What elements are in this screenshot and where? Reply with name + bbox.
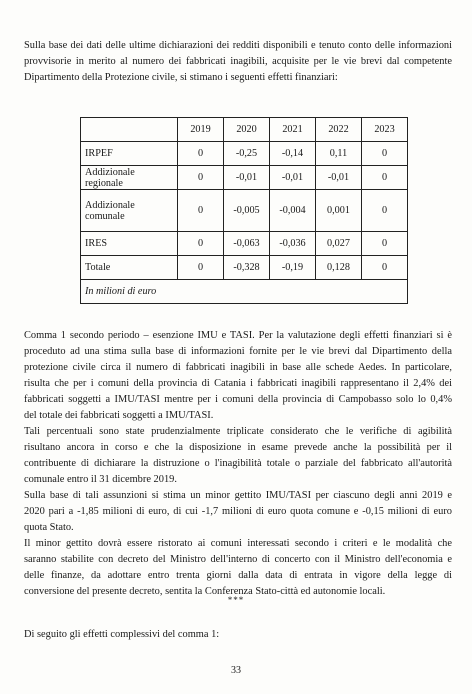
table-cell: 0,027 — [316, 232, 362, 256]
body-line: risultano ancora in corso e che la disposizione in esame prevede anche la possibilità per il — [24, 442, 452, 453]
table-cell: 0 — [362, 256, 408, 280]
table-cell: -0,14 — [270, 142, 316, 166]
body-line: del totale dei fabbricati soggetti a IMU/TASI. — [24, 410, 214, 421]
body-line: conversione del presente decreto, sentita la Conferenza Stato-città ed autonomie locali. — [24, 586, 386, 597]
body-line: Tali percentuali sono state prudenzialmente triplicate considerato che le verifiche di agibilità — [24, 426, 452, 437]
table-row — [81, 256, 408, 280]
table-cell: -0,036 — [270, 232, 316, 256]
body-line: delle finanze, da adottare entro trenta giorni dalla data di entrata in vigore della legge di — [24, 570, 452, 581]
table-cell: 0 — [178, 190, 224, 232]
outro-paragraph — [24, 627, 452, 643]
table-row — [81, 232, 408, 256]
intro-line: provvisorie in merito al numero dei fabbricati inagibili, acquisite per le vie brevi dal competente — [24, 56, 452, 67]
body-line: quota Stato. — [24, 522, 74, 533]
table-cell: 0 — [362, 142, 408, 166]
unit-note: In milioni di euro — [81, 280, 408, 304]
body-line: comunale entro il 31 dicembre 2019. — [24, 474, 177, 485]
table-row — [81, 142, 408, 166]
section-separator: *** — [227, 595, 245, 605]
table-cell: -0,01 — [270, 166, 316, 190]
body-line: saranno stabilite con decreto del Ministro dell'interno di concerto con il Ministro dell'economia e — [24, 554, 452, 565]
body-line: Sulla base di tali assunzioni si stima un minor gettito IMU/TASI per ciascuno degli anni 2019 e — [24, 490, 452, 501]
table-cell: 0 — [178, 256, 224, 280]
table-cell: 0 — [362, 166, 408, 190]
table-cell: 0 — [362, 190, 408, 232]
table-cell: 0,001 — [316, 190, 362, 232]
table-cell: -0,004 — [270, 190, 316, 232]
table-cell: 0 — [178, 232, 224, 256]
body-line: protezione civile circa il numero di fabbricati inagibili in base alle schede Aedes. In particolare, — [24, 362, 452, 373]
body-line: risulta che per i comuni della provincia di Catania i fabbricati inagibili rappresentano il 2,4% dei — [24, 378, 452, 389]
table-cell: 0,128 — [316, 256, 362, 280]
row-label: IRPEF — [81, 142, 178, 166]
outro-line: Di seguito gli effetti complessivi del comma 1: — [24, 629, 220, 640]
year-header: 2019 — [178, 118, 224, 142]
comma1-section — [24, 328, 452, 600]
row-label: Addizionale comunale — [81, 190, 178, 232]
body-line: Comma 1 secondo periodo – esenzione IMU e TASI. Per la valutazione degli effetti finanziari si è — [24, 330, 452, 341]
table-cell: 0 — [362, 232, 408, 256]
body-line: proceduto ad una stima sulla base di informazioni fornite per le vie brevi dal Dipartimento della — [24, 346, 452, 357]
table-cell: -0,063 — [224, 232, 270, 256]
table-cell: -0,25 — [224, 142, 270, 166]
table-cell: -0,19 — [270, 256, 316, 280]
row-label: Addizionale regionale — [81, 166, 178, 190]
intro-line: Dipartimento della Protezione civile, si stimano i seguenti effetti finanziari: — [24, 72, 338, 83]
body-line: contribuente di dichiarare la distruzione o l'inagibilità totale o parziale del fabbricato all'autorità — [24, 458, 452, 469]
body-line: fabbricati soggetti a IMU/TASI mentre per i comuni della provincia di Campobasso solo lo 0,4% — [24, 394, 452, 405]
table-header-row — [81, 118, 408, 142]
row-label: Totale — [81, 256, 178, 280]
table-row — [81, 190, 408, 232]
year-header: 2023 — [362, 118, 408, 142]
table-cell: -0,01 — [224, 166, 270, 190]
year-header: 2022 — [316, 118, 362, 142]
intro-line: Sulla base dei dati delle ultime dichiarazioni dei redditi disponibili e tenuto conto delle informazioni — [24, 40, 452, 51]
table-cell: -0,01 — [316, 166, 362, 190]
year-header: 2020 — [224, 118, 270, 142]
body-line: Il minor gettito dovrà essere ristorato ai comuni interessati secondo i criteri e le modalità che — [24, 538, 452, 549]
header-blank-cell — [81, 118, 178, 142]
table-unit-row — [81, 280, 408, 304]
table-cell: 0 — [178, 166, 224, 190]
table-cell: 0 — [178, 142, 224, 166]
financial-effects-table — [80, 117, 408, 304]
table-cell: -0,328 — [224, 256, 270, 280]
table-cell: 0,11 — [316, 142, 362, 166]
page-number: 33 — [231, 665, 241, 676]
table-row — [81, 166, 408, 190]
table-cell: -0,005 — [224, 190, 270, 232]
intro-paragraph — [24, 38, 452, 86]
year-header: 2021 — [270, 118, 316, 142]
row-label: IRES — [81, 232, 178, 256]
body-line: 2020 pari a -1,85 milioni di euro, di cui -1,7 milioni di euro quota comune e -0,15 milioni di euro — [24, 506, 452, 517]
